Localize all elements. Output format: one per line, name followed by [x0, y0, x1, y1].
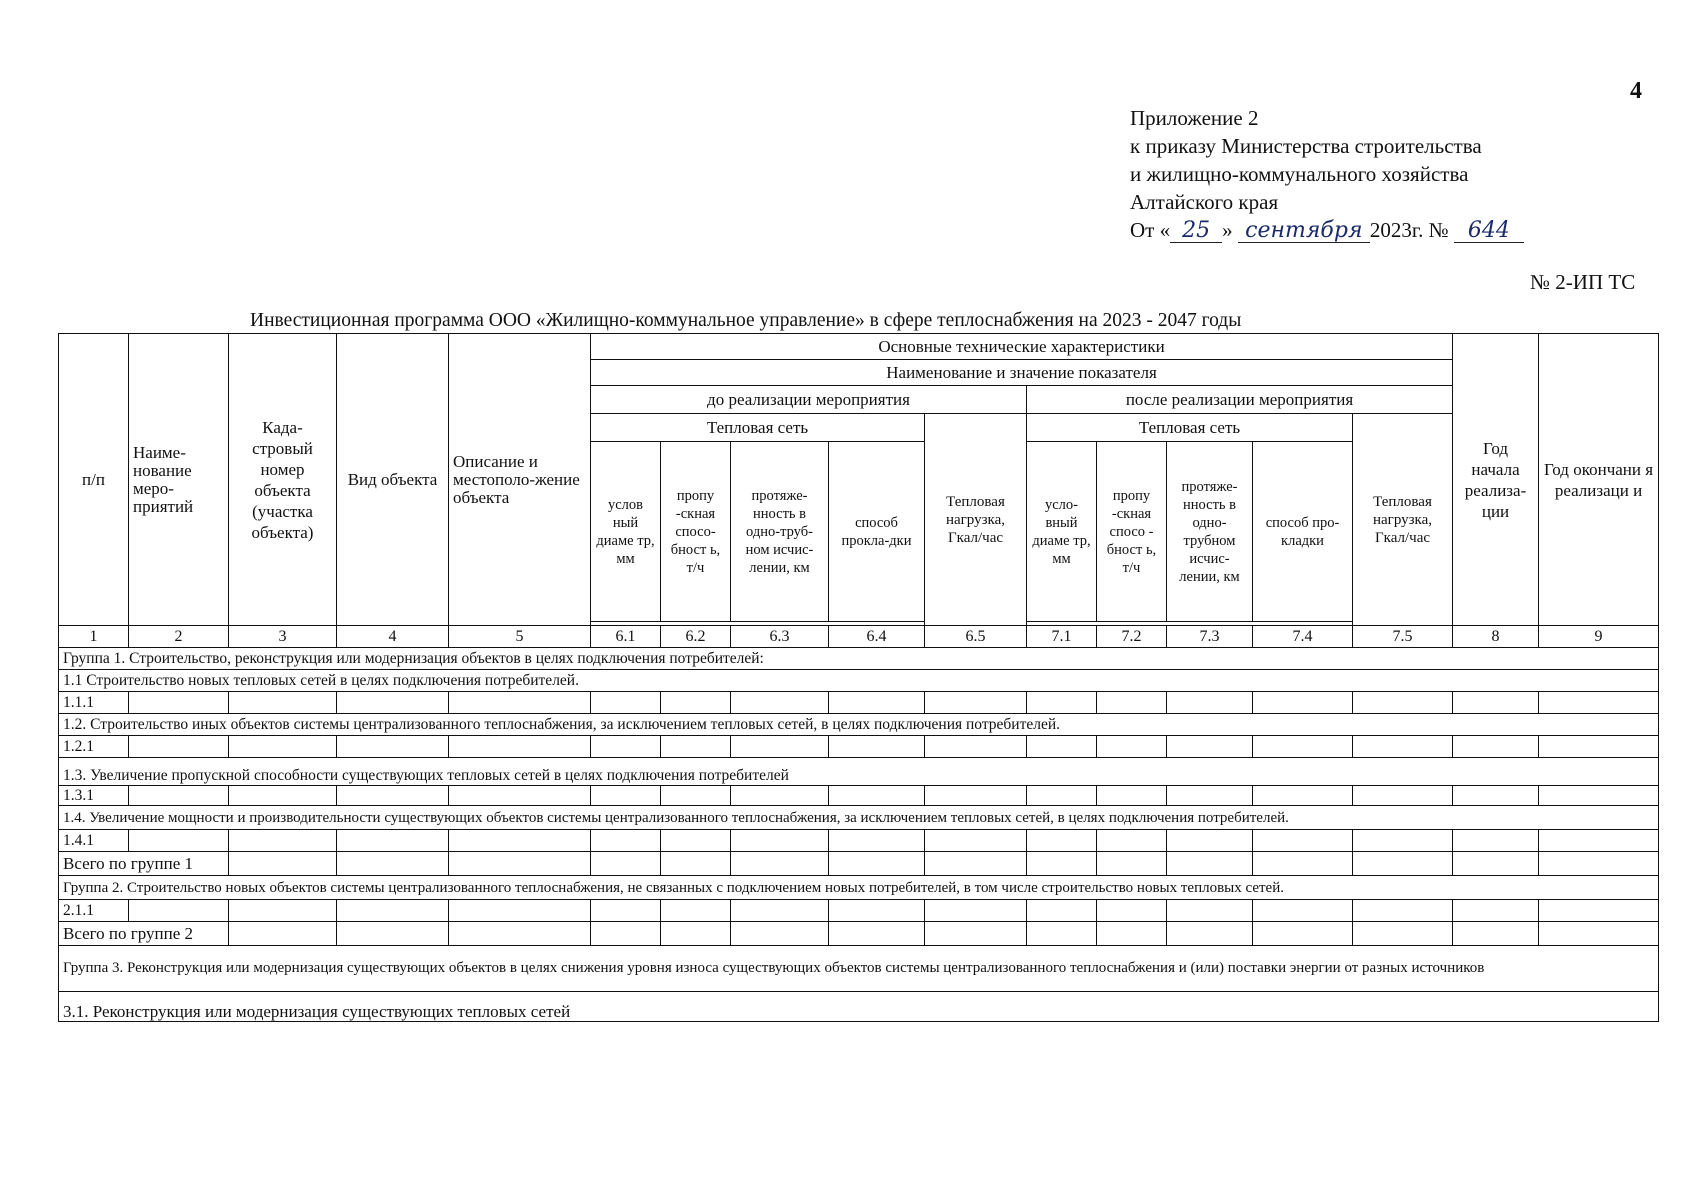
section-3-1-heading: 3.1. Реконструкция или модернизация существующих тепловых сетей	[59, 992, 1659, 1022]
column-number: 6.3	[731, 626, 829, 648]
header-load-before: Тепловая нагрузка, Гкал/час	[925, 414, 1027, 626]
column-number: 2	[129, 626, 229, 648]
section-1-2-heading: 1.2. Строительство иных объектов системы централизованного теплоснабжения, за исключением тепловых сетей, в целях подключения потребителей.	[59, 714, 1659, 736]
header-before: до реализации мероприятия	[591, 386, 1027, 414]
row-number: 1.2.1	[59, 736, 129, 758]
page-title: Инвестиционная программа ООО «Жилищно-коммунальное управление» в сфере теплоснабжения на 2023 - 2047 годы	[250, 310, 1242, 331]
column-number: 9	[1539, 626, 1659, 648]
order-date-line	[1130, 216, 1524, 244]
column-number: 6.1	[591, 626, 661, 648]
group-1-total-label: Всего по группе 1	[59, 852, 229, 876]
group-2-total-label: Всего по группе 2	[59, 922, 229, 946]
header-kind: Вид объекта	[337, 334, 449, 626]
group-3-heading: Группа 3. Реконструкция или модернизация существующих объектов в целях снижения уровня износа существующих объектов системы централизованного теплоснабжения и (или) поставки энергии от разных источников	[59, 946, 1659, 992]
header-length-after: протяже-нность в одно-трубном исчис-лении, км	[1167, 442, 1253, 622]
header-capacity-before: пропу -скная спосо-бност ь, т/ч	[661, 442, 731, 622]
header-name: Наиме-нование меро-приятий	[129, 334, 229, 626]
column-number: 7.4	[1253, 626, 1353, 648]
section-1-4-heading: 1.4. Увеличение мощности и производительности существующих объектов системы централизованного теплоснабжения, за исключением тепловых сетей, в целях подключения потребителей.	[59, 806, 1659, 830]
column-number: 3	[229, 626, 337, 648]
table-row	[59, 786, 1659, 806]
group-2-heading: Группа 2. Строительство новых объектов системы централизованного теплоснабжения, не связанных с подключением новых потребителей, в том числе строительство новых тепловых сетей.	[59, 876, 1659, 900]
header-after: после реализации мероприятия	[1027, 386, 1453, 414]
header-main-tech: Основные технические характеристики	[591, 334, 1453, 360]
year-text: 2023г. №	[1369, 218, 1449, 242]
column-number: 7.1	[1027, 626, 1097, 648]
column-number: 6.4	[829, 626, 925, 648]
header-laying-before: способ прокла-дки	[829, 442, 925, 622]
table-row	[59, 692, 1659, 714]
table-row	[59, 830, 1659, 852]
column-number: 6.2	[661, 626, 731, 648]
section-1-3-heading: 1.3. Увеличение пропускной способности существующих тепловых сетей в целях подключения потребителей	[59, 758, 1659, 786]
header-diam-after: усло-вный диаме тр, мм	[1027, 442, 1097, 622]
appendix-line: Алтайского края	[1130, 190, 1279, 214]
handwritten-day: 25	[1170, 220, 1222, 243]
header-length-before: протяже-нность в одно-труб-ном исчис-лении, км	[731, 442, 829, 622]
document-number: № 2-ИП ТС	[1530, 270, 1636, 294]
row-number: 1.1.1	[59, 692, 129, 714]
header-cadastral: Када-стровый номер объекта (участка объекта)	[229, 334, 337, 626]
header-end-year: Год окончани я реализаци и	[1539, 334, 1659, 626]
section-1-1-heading: 1.1 Строительство новых тепловых сетей в целях подключения потребителей.	[59, 670, 1659, 692]
group-1-heading: Группа 1. Строительство, реконструкция или модернизация объектов в целях подключения потребителей:	[59, 648, 1659, 670]
table-row	[59, 900, 1659, 922]
group-1-total-row	[59, 852, 1659, 876]
column-number: 7.3	[1167, 626, 1253, 648]
handwritten-month: сентября	[1238, 220, 1370, 243]
handwritten-order-number: 644	[1454, 220, 1524, 243]
page-number: 4	[1630, 78, 1642, 104]
column-number: 7.5	[1353, 626, 1453, 648]
header-laying-after: способ про-кладки	[1253, 442, 1353, 622]
appendix-line: и жилищно-коммунального хозяйства	[1130, 162, 1469, 186]
appendix-line: Приложение 2	[1130, 106, 1259, 130]
row-number: 2.1.1	[59, 900, 129, 922]
column-number: 8	[1453, 626, 1539, 648]
appendix-block	[1130, 104, 1524, 244]
appendix-line: к приказу Министерства строительства	[1130, 134, 1482, 158]
header-diam-before: услов ный диаме тр, мм	[591, 442, 661, 622]
column-number: 6.5	[925, 626, 1027, 648]
group-2-total-row	[59, 922, 1659, 946]
column-number: 5	[449, 626, 591, 648]
row-number: 1.4.1	[59, 830, 129, 852]
table-row	[59, 736, 1659, 758]
date-prefix: От «	[1130, 218, 1171, 242]
column-number-row	[59, 626, 1659, 648]
header-indicator: Наименование и значение показателя	[591, 360, 1453, 386]
header-pp: п/п	[59, 334, 129, 626]
header-description: Описание и местополо-жение объекта	[449, 334, 591, 626]
row-number: 1.3.1	[59, 786, 129, 806]
date-separator: »	[1222, 218, 1233, 242]
header-heat-net-before: Тепловая сеть	[591, 414, 925, 442]
column-number: 7.2	[1097, 626, 1167, 648]
header-load-after: Тепловая нагрузка, Гкал/час	[1353, 414, 1453, 626]
investment-table	[58, 333, 1659, 1022]
column-number: 1	[59, 626, 129, 648]
header-heat-net-after: Тепловая сеть	[1027, 414, 1353, 442]
column-number: 4	[337, 626, 449, 648]
header-start-year: Год начала реализа-ции	[1453, 334, 1539, 626]
header-capacity-after: пропу -скная спосо - бност ь, т/ч	[1097, 442, 1167, 622]
